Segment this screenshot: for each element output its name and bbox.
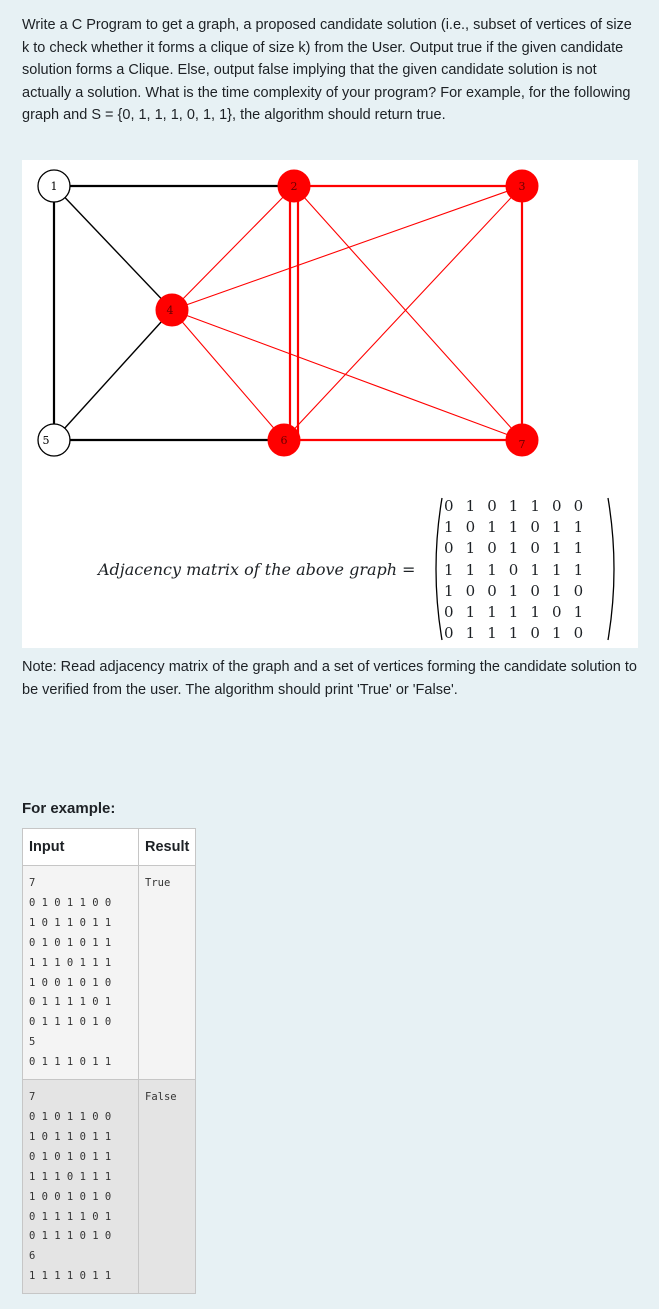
matrix-cell: 0 <box>487 539 497 558</box>
matrix-rows <box>438 495 589 644</box>
matrix-cell: 1 <box>487 517 497 536</box>
vertex-6 <box>268 424 300 456</box>
matrix-row <box>438 580 589 601</box>
example-case-1 <box>23 866 196 1080</box>
matrix-cell: 1 <box>551 624 562 643</box>
edge-1-4 <box>54 186 172 310</box>
matrix-cell: 1 <box>508 539 519 558</box>
matrix-cell: 1 <box>530 560 540 579</box>
svg-text:3: 3 <box>518 180 526 193</box>
input-header: Input <box>23 829 139 866</box>
matrix-cell: 1 <box>530 496 540 515</box>
matrix-cell: 1 <box>508 603 519 622</box>
example-case-1-input: 7 0 1 0 1 1 0 0 1 0 1 1 0 1 1 0 1 0 1 0 1 1 1 1 1 0 1 1 1 1 0 0 1 0 1 0 0 1 1 1 1 0 1 0 1 1 1 0 1 0 5 0 1 1 1 0 1 1 <box>23 866 139 1080</box>
matrix-cell: 0 <box>530 624 540 643</box>
adjacency-matrix <box>430 494 620 644</box>
graph-figure <box>22 160 638 648</box>
example-case-2-input: 7 0 1 0 1 1 0 0 1 0 1 1 0 1 1 0 1 0 1 0 1 1 1 1 1 0 1 1 1 1 0 0 1 0 1 0 0 1 1 1 1 0 1 0 1 1 1 0 1 0 6 1 1 1 1 0 1 1 <box>23 1080 139 1294</box>
matrix-cell: 1 <box>551 581 562 600</box>
edge-4-3 <box>172 186 522 310</box>
edge-4-5 <box>54 310 172 440</box>
matrix-cell: 0 <box>444 603 454 622</box>
matrix-cell: 0 <box>487 581 497 600</box>
example-case-2-result: False <box>139 1080 196 1294</box>
matrix-cell: 1 <box>508 496 519 515</box>
matrix-cell: 1 <box>487 603 497 622</box>
matrix-cell: 0 <box>444 496 454 515</box>
svg-text:2: 2 <box>290 180 298 193</box>
matrix-cell: 1 <box>530 603 540 622</box>
example-table-header <box>23 829 196 866</box>
matrix-cell: 1 <box>444 581 454 600</box>
example-heading: For example: <box>22 800 116 817</box>
matrix-cell: 0 <box>573 624 584 643</box>
vertex-4 <box>156 294 188 326</box>
matrix-row <box>438 559 589 580</box>
matrix-row <box>438 538 589 559</box>
matrix-cell: 0 <box>551 496 562 515</box>
matrix-row <box>438 623 589 644</box>
example-case-2 <box>23 1080 196 1294</box>
matrix-cell: 1 <box>508 624 519 643</box>
edge-4-2 <box>172 186 294 310</box>
edge-2-7 <box>294 186 522 440</box>
matrix-cell: 1 <box>508 581 519 600</box>
matrix-cell: 1 <box>465 496 476 515</box>
matrix-cell: 1 <box>487 624 497 643</box>
matrix-cell: 0 <box>465 581 476 600</box>
svg-text:1: 1 <box>50 180 58 193</box>
matrix-cell: 1 <box>551 560 562 579</box>
matrix-cell: 1 <box>508 517 519 536</box>
note-text: Note: Read adjacency matrix of the graph and a set of vertices forming the candidate solution to be verified from the user. The algorithm should print 'True' or 'False'. <box>22 659 637 698</box>
matrix-cell: 1 <box>551 539 562 558</box>
edge-3-6 <box>284 186 522 440</box>
matrix-row <box>438 601 589 622</box>
matrix-cell: 1 <box>465 539 476 558</box>
svg-text:7: 7 <box>518 438 526 451</box>
vertex-7 <box>506 424 538 456</box>
matrix-cell: 0 <box>551 603 562 622</box>
svg-text:4: 4 <box>166 304 174 317</box>
vertex-1 <box>38 170 70 202</box>
vertex-5 <box>38 424 70 456</box>
matrix-row <box>438 495 589 516</box>
matrix-cell: 0 <box>573 496 584 515</box>
matrix-cell: 1 <box>487 560 497 579</box>
vertex-3 <box>506 170 538 202</box>
svg-text:6: 6 <box>280 434 288 447</box>
result-header: Result <box>139 829 196 866</box>
matrix-cell: 1 <box>573 603 584 622</box>
matrix-cell: 0 <box>444 624 454 643</box>
matrix-equals: = <box>402 560 416 579</box>
matrix-cell: 1 <box>465 624 476 643</box>
matrix-cell: 0 <box>530 539 540 558</box>
matrix-cell: 1 <box>573 560 584 579</box>
svg-text:5: 5 <box>42 434 50 447</box>
vertex-2 <box>278 170 310 202</box>
matrix-cell: 0 <box>444 539 454 558</box>
matrix-cell: 0 <box>487 496 497 515</box>
matrix-cell: 1 <box>573 517 584 536</box>
matrix-cell: 0 <box>530 517 540 536</box>
matrix-cell: 1 <box>573 539 584 558</box>
matrix-cell: 0 <box>530 581 540 600</box>
question-text: Write a C Program to get a graph, a proposed candidate solution (i.e., subset of vertices of size k to check whether it forms a clique of size k) from the User. Output true if the given candidate solution forms a Clique. Else, output false implying that the given candidate solution is not actually a solution. What is the time complexity of your program? For example, for the following graph and S = {0, 1, 1, 1, 0, 1, 1}, the algorithm should return true. <box>22 17 632 124</box>
matrix-cell: 0 <box>465 517 476 536</box>
example-table <box>22 828 196 1294</box>
matrix-cell: 1 <box>465 560 476 579</box>
matrix-row <box>438 516 589 537</box>
matrix-cell: 0 <box>508 560 519 579</box>
matrix-cell: 1 <box>444 517 454 536</box>
matrix-cell: 0 <box>573 581 584 600</box>
matrix-label: Adjacency matrix of the above graph <box>98 560 398 579</box>
example-case-1-result: True <box>139 866 196 1080</box>
edge-4-7 <box>172 310 522 440</box>
matrix-cell: 1 <box>465 603 476 622</box>
matrix-cell: 1 <box>551 517 562 536</box>
matrix-cell: 1 <box>444 560 454 579</box>
edge-4-6 <box>172 310 284 440</box>
